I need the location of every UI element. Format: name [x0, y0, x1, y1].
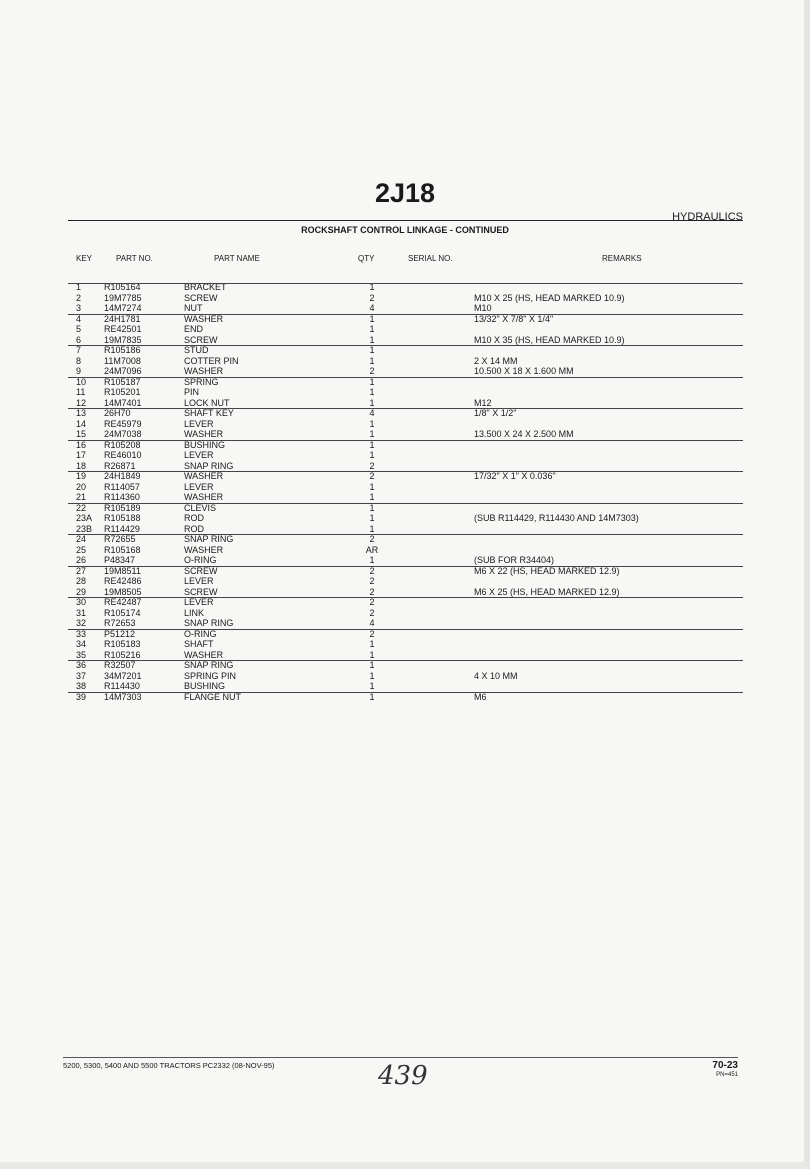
row-part-name: CLEVIS	[184, 502, 217, 513]
row-part-no: R114360	[104, 492, 140, 502]
table-row	[0, 408, 810, 419]
row-qty: 1	[369, 670, 375, 681]
row-part-no: 19M7785	[104, 292, 142, 303]
row-part-no: 14M7303	[104, 691, 142, 702]
row-separator	[68, 597, 743, 598]
column-header-part-name: PART NAME	[214, 254, 260, 263]
header-rule	[68, 220, 743, 221]
row-qty: 4	[369, 618, 375, 628]
row-key: 16	[76, 439, 87, 450]
row-part-name: LEVER	[184, 597, 214, 607]
footer-rule	[63, 1057, 738, 1058]
row-part-no: R72655	[104, 534, 136, 544]
row-qty: 1	[369, 481, 375, 492]
row-remarks: M12	[474, 397, 492, 408]
table-row	[0, 545, 810, 556]
row-key: 11	[76, 387, 86, 397]
row-separator	[68, 440, 743, 441]
row-key: 3	[76, 303, 82, 313]
row-remarks: 13.500 X 24 X 2.500 MM	[474, 429, 574, 439]
table-row	[0, 450, 810, 461]
row-qty: 4	[369, 303, 375, 313]
row-qty: 1	[369, 681, 375, 691]
footer-text: 5200, 5300, 5400 AND 5500 TRACTORS PC2332 (08-NOV-95)	[63, 1061, 275, 1070]
row-part-name: WASHER	[184, 366, 224, 376]
row-qty: 2	[369, 607, 375, 618]
row-key: 24	[76, 534, 87, 544]
row-key: 26	[76, 555, 87, 565]
row-part-no: 19M7835	[104, 334, 142, 345]
table-row	[0, 377, 810, 388]
table-row	[0, 597, 810, 608]
row-qty: 1	[369, 691, 375, 702]
row-qty: 1	[369, 355, 375, 366]
table-row	[0, 303, 810, 314]
row-qty: 2	[369, 576, 375, 586]
row-part-name: SPRING PIN	[184, 670, 237, 681]
column-header-remarks: REMARKS	[602, 254, 642, 263]
row-part-no: R114057	[104, 481, 140, 492]
row-qty: 2	[369, 597, 375, 607]
row-separator	[68, 377, 743, 378]
table-row	[0, 345, 810, 356]
row-part-no: 19M8511	[104, 565, 141, 576]
row-part-name: WASHER	[184, 544, 224, 555]
row-part-name: LEVER	[184, 450, 214, 460]
row-key: 4	[76, 313, 82, 324]
table-row	[0, 335, 810, 346]
row-part-name: SHAFT KEY	[184, 408, 234, 418]
row-part-no: RE46010	[104, 450, 142, 460]
row-part-no: 14M7401	[104, 397, 142, 408]
row-part-no: R105164	[104, 282, 141, 292]
table-row	[0, 629, 810, 640]
row-key: 30	[76, 597, 87, 607]
row-qty: 1	[369, 313, 375, 324]
row-part-name: ROD	[184, 513, 204, 523]
row-part-name: ROD	[184, 523, 204, 534]
row-key: 12	[76, 397, 87, 408]
row-part-name: SNAP RING	[184, 618, 234, 628]
row-part-name: O-RING	[184, 555, 217, 565]
row-qty: 1	[369, 649, 375, 660]
table-row	[0, 471, 810, 482]
row-part-name: SNAP RING	[184, 660, 234, 670]
row-part-no: R105174	[104, 607, 141, 618]
row-part-name: SCREW	[184, 565, 218, 576]
page-edge	[0, 1162, 810, 1169]
row-key: 20	[76, 481, 87, 492]
row-qty: 2	[369, 471, 375, 481]
row-key: 36	[76, 660, 87, 670]
row-part-no: 14M7274	[104, 303, 142, 313]
row-part-name: WASHER	[184, 429, 224, 439]
row-qty: 1	[369, 639, 375, 649]
row-key: 34	[76, 639, 87, 649]
table-row	[0, 492, 810, 503]
row-part-name: WASHER	[184, 492, 224, 502]
row-part-no: R114430	[104, 681, 140, 691]
table-row	[0, 314, 810, 325]
table-row	[0, 324, 810, 335]
row-remarks: 1/8" X 1/2"	[474, 408, 517, 418]
row-key: 9	[76, 366, 82, 376]
row-key: 21	[76, 492, 87, 502]
row-part-no: R72653	[104, 618, 136, 628]
row-qty: 1	[369, 282, 375, 292]
row-remarks: (SUB R114429, R114430 AND 14M7303)	[474, 513, 639, 523]
row-separator	[68, 408, 743, 409]
row-qty: 1	[369, 429, 375, 439]
table-row	[0, 587, 810, 598]
row-qty: 2	[369, 534, 375, 544]
row-part-name: BUSHING	[184, 439, 226, 450]
row-part-name: SCREW	[184, 292, 218, 303]
row-part-name: END	[184, 324, 204, 334]
row-qty: 1	[369, 439, 375, 450]
row-key: 10	[76, 376, 87, 387]
row-part-no: P48347	[104, 555, 136, 565]
row-separator	[68, 471, 743, 472]
row-part-name: LEVER	[184, 576, 214, 586]
section-label: HYDRAULICS	[672, 211, 743, 223]
row-qty: 2	[369, 565, 375, 576]
row-part-name: LOCK NUT	[184, 397, 230, 408]
row-separator	[68, 345, 743, 346]
table-row	[0, 387, 810, 398]
row-part-no: R105168	[104, 544, 141, 555]
row-remarks: 17/32" X 1" X 0.036"	[474, 471, 556, 481]
table-row	[0, 681, 810, 692]
table-row	[0, 366, 810, 377]
row-separator	[68, 660, 743, 661]
row-key: 5	[76, 324, 82, 334]
row-key: 39	[76, 691, 87, 702]
row-qty: 1	[369, 660, 375, 670]
row-part-no: R105208	[104, 439, 141, 450]
row-part-no: P51212	[104, 628, 136, 639]
row-separator	[68, 314, 743, 315]
table-row	[0, 513, 810, 524]
table-row	[0, 440, 810, 451]
table-row	[0, 524, 810, 535]
row-separator	[68, 629, 743, 630]
row-part-no: 24M7096	[104, 366, 142, 376]
row-part-name: BUSHING	[184, 681, 226, 691]
row-part-no: R105183	[104, 639, 141, 649]
row-part-name: LEVER	[184, 481, 214, 492]
row-qty: 1	[369, 345, 375, 355]
table-row	[0, 461, 810, 472]
table-row	[0, 398, 810, 409]
row-separator	[68, 566, 743, 567]
row-part-name: NUT	[184, 303, 203, 313]
row-part-name: SCREW	[184, 586, 218, 597]
table-row	[0, 566, 810, 577]
row-qty: 1	[369, 324, 375, 334]
row-part-name: SPRING	[184, 376, 219, 387]
table-row	[0, 419, 810, 430]
row-remarks: 10.500 X 18 X 1.600 MM	[474, 366, 574, 376]
row-key: 31	[76, 607, 87, 618]
row-key: 7	[76, 345, 82, 355]
row-separator	[68, 503, 743, 504]
row-remarks: M10	[474, 303, 492, 313]
row-part-no: 26H70	[104, 408, 131, 418]
row-key: 25	[76, 544, 87, 555]
column-header-qty: QTY	[358, 254, 375, 263]
row-key: 8	[76, 355, 82, 366]
row-part-no: 11M7008	[104, 355, 141, 366]
row-key: 23B	[76, 523, 93, 534]
row-key: 28	[76, 576, 87, 586]
column-header-part-no: PART NO.	[116, 254, 153, 263]
column-header-key: KEY	[76, 254, 93, 263]
row-remarks: M10 X 35 (HS, HEAD MARKED 10.9)	[474, 334, 625, 345]
row-qty: AR	[365, 544, 379, 555]
row-part-name: WASHER	[184, 649, 224, 660]
row-qty: 1	[369, 492, 375, 502]
table-row	[0, 429, 810, 440]
row-part-no: 34M7201	[104, 670, 142, 681]
row-part-no: R114429	[104, 523, 140, 534]
row-qty: 1	[369, 418, 375, 429]
row-remarks: 4 X 10 MM	[474, 670, 518, 681]
table-row	[0, 482, 810, 493]
row-key: 33	[76, 628, 87, 639]
row-part-no: R26871	[104, 460, 136, 471]
row-part-no: 19M8505	[104, 586, 142, 597]
row-key: 15	[76, 429, 87, 439]
row-part-no: R105186	[104, 345, 141, 355]
table-row	[0, 639, 810, 650]
row-qty: 2	[369, 366, 375, 376]
row-part-no: 24H1781	[104, 313, 141, 324]
table-row	[0, 356, 810, 367]
page-code: PN=451	[716, 1072, 738, 1078]
row-qty: 1	[369, 334, 375, 345]
handwritten-page-number: 439	[378, 1061, 428, 1091]
row-remarks: (SUB FOR R34404)	[474, 555, 555, 565]
table-row	[0, 293, 810, 304]
row-part-no: R32507	[104, 660, 136, 670]
row-part-name: SNAP RING	[184, 460, 234, 471]
table-row	[0, 608, 810, 619]
row-part-no: 24H1849	[104, 471, 141, 481]
row-separator	[68, 692, 743, 693]
row-qty: 2	[369, 460, 375, 471]
row-part-name: STUD	[184, 345, 209, 355]
row-key: 22	[76, 502, 87, 513]
row-key: 19	[76, 471, 87, 481]
row-part-name: SHAFT	[184, 639, 214, 649]
row-part-name: SCREW	[184, 334, 218, 345]
table-row	[0, 534, 810, 545]
row-key: 27	[76, 565, 87, 576]
row-qty: 1	[369, 523, 375, 534]
row-qty: 1	[369, 387, 375, 397]
row-remarks: M6	[474, 691, 487, 702]
row-key: 35	[76, 649, 87, 660]
row-part-no: RE45979	[104, 418, 142, 429]
row-qty: 1	[369, 502, 375, 513]
table-row	[0, 650, 810, 661]
row-qty: 1	[369, 376, 375, 387]
row-remarks: M6 X 25 (HS, HEAD MARKED 12.9)	[474, 586, 620, 597]
row-part-no: R105189	[104, 502, 141, 513]
row-key: 38	[76, 681, 87, 691]
table-row	[0, 618, 810, 629]
table-row	[0, 692, 810, 703]
table-row	[0, 555, 810, 566]
row-key: 37	[76, 670, 87, 681]
column-header-serial-no: SERIAL NO.	[408, 254, 453, 263]
row-part-no: 24M7038	[104, 429, 142, 439]
row-part-no: R105188	[104, 513, 141, 523]
row-separator	[68, 534, 743, 535]
row-qty: 1	[369, 397, 375, 408]
row-key: 6	[76, 334, 82, 345]
row-part-name: SNAP RING	[184, 534, 234, 544]
parts-table	[0, 282, 810, 702]
row-part-no: RE42487	[104, 597, 142, 607]
row-part-no: RE42486	[104, 576, 142, 586]
row-key: 18	[76, 460, 87, 471]
row-part-name: PIN	[184, 387, 200, 397]
row-qty: 1	[369, 450, 375, 460]
row-remarks: 13/32" X 7/8" X 1/4"	[474, 313, 554, 324]
row-part-name: WASHER	[184, 313, 224, 324]
row-qty: 2	[369, 292, 375, 303]
row-part-no: R105187	[104, 376, 141, 387]
row-part-name: FLANGE NUT	[184, 691, 242, 702]
row-key: 1	[76, 282, 82, 292]
row-key: 17	[76, 450, 87, 460]
table-row	[0, 503, 810, 514]
row-part-no: R105216	[104, 649, 141, 660]
row-key: 14	[76, 418, 87, 429]
row-remarks: M10 X 25 (HS, HEAD MARKED 10.9)	[474, 292, 625, 303]
table-row	[0, 576, 810, 587]
row-remarks: 2 X 14 MM	[474, 355, 518, 366]
row-part-no: RE42501	[104, 324, 142, 334]
row-qty: 2	[369, 586, 375, 597]
row-separator	[68, 283, 743, 284]
row-qty: 1	[369, 513, 375, 523]
row-key: 13	[76, 408, 87, 418]
page-subtitle: ROCKSHAFT CONTROL LINKAGE - CONTINUED	[301, 225, 509, 235]
row-key: 29	[76, 586, 87, 597]
row-qty: 1	[369, 555, 375, 565]
row-key: 23A	[76, 513, 93, 523]
row-key: 32	[76, 618, 87, 628]
row-part-name: WASHER	[184, 471, 224, 481]
row-qty: 4	[369, 408, 375, 418]
table-row	[0, 671, 810, 682]
row-part-name: LEVER	[184, 418, 214, 429]
row-qty: 2	[369, 628, 375, 639]
table-row	[0, 660, 810, 671]
page-title: 2J18	[374, 178, 436, 208]
row-part-name: O-RING	[184, 628, 217, 639]
row-part-name: COTTER PIN	[184, 355, 239, 366]
row-remarks: M6 X 22 (HS, HEAD MARKED 12.9)	[474, 565, 620, 576]
row-part-name: LINK	[184, 607, 205, 618]
row-part-no: R105201	[104, 387, 141, 397]
row-key: 2	[76, 292, 82, 303]
page-number: 70-23	[712, 1060, 738, 1071]
row-part-name: BRACKET	[184, 282, 227, 292]
